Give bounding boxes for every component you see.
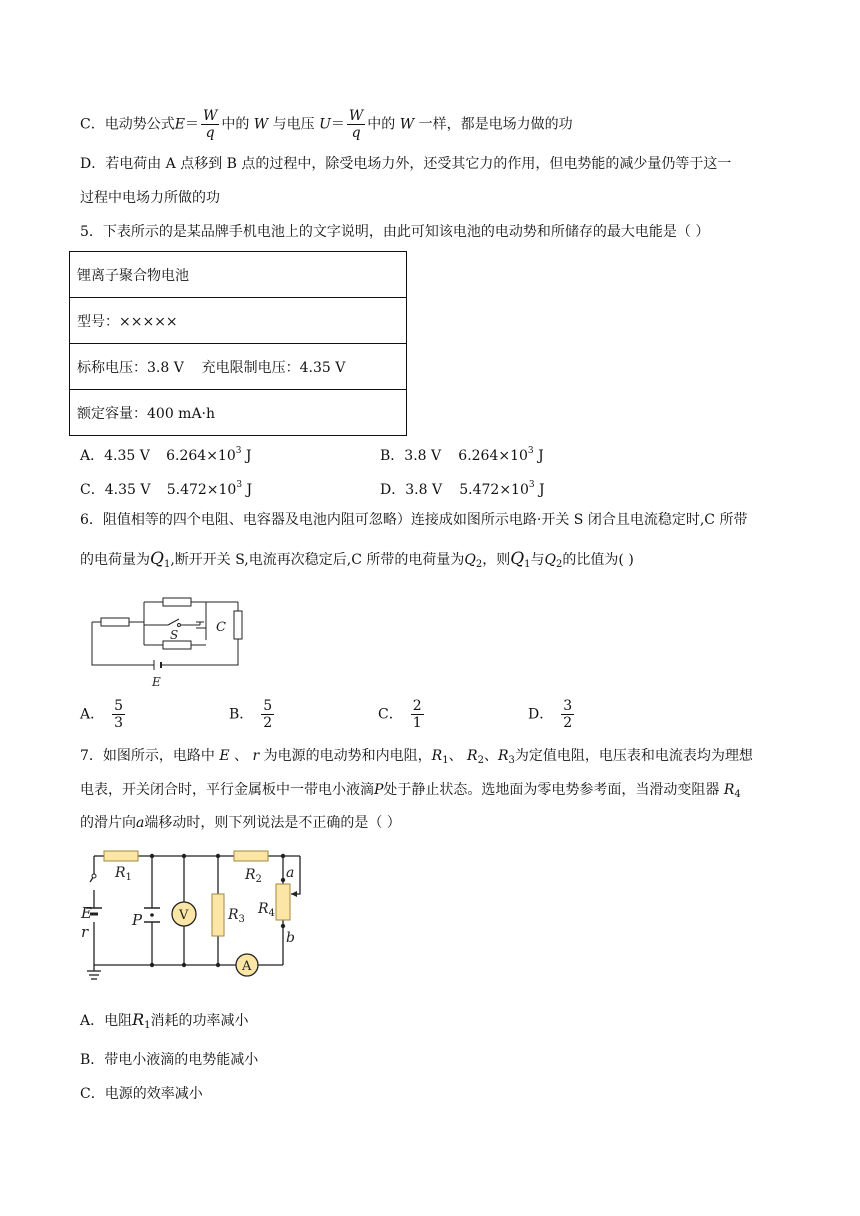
q4-option-d-line1: D．若电荷由 A 点移到 B 点的过程中，除受电场力外，还受其它力的作用，但电势能的减少量仍等于这一 [80,156,732,172]
label-c: C [216,620,226,635]
resistor-r1 [104,851,138,861]
junction [182,854,186,858]
q4-option-d-line2: 过程中电场力所做的功 [80,190,220,206]
battery-spec-table [69,251,407,436]
text: 中的 [221,116,250,133]
label-p: P [132,911,143,929]
q6-option-b[interactable]: B． $\frac{5}{2}$ [229,698,273,731]
q7-option-b[interactable]: B．带电小液滴的电势能减小 [80,1052,259,1068]
q4-option-c [80,108,573,141]
q5-stem: 5．下表所示的是某品牌手机电池上的文字说明，由此可知该电池的电动势和所储存的最大电能是（ ） [80,224,710,240]
q5-option-a[interactable] [80,441,252,466]
table-cell: 额定容量：400 mA·h [70,390,407,436]
resistor [163,641,191,649]
junction [281,854,285,858]
table-cell: 标称电压：3.8 V 充电限制电压：4.35 V [70,344,407,390]
text: 一样，都是电场力做的功 [418,116,573,133]
table-cell: 型号：××××× [70,298,407,344]
label-e: E [152,675,161,689]
ammeter-label: A [242,959,252,974]
q7-circuit-diagram [78,846,328,988]
q7-stem-line1: 7．如图所示，电路中 E 、 r 为电源的电动势和内电阻，$R_1$、 $R_2$、$R_3$为定值电阻，电压表和电流表均为理想 [80,748,753,766]
voltmeter-label: V [179,908,189,923]
q5-option-d[interactable] [380,475,545,500]
label-r1: $R_1$ [115,865,132,883]
resistor-r4 [276,884,290,920]
text: 中的 [367,116,396,133]
switch-contact [178,624,181,627]
text: 与电压 [272,116,315,133]
fraction-w-over-q [201,108,219,141]
q6-option-a[interactable]: A． $\frac{5}{3}$ [80,698,124,731]
q7-stem-line3: 的滑片向a端移动时，则下列说法是不正确的是（ ） [80,815,401,831]
energy: $6.264\times 10^3$ J [458,446,544,464]
wire [92,622,154,665]
symbol-w: W [253,116,269,133]
symbol-u: U [319,116,331,133]
option-label: A． [80,448,105,464]
q6-option-c[interactable]: C． $\frac{2}{1}$ [378,698,422,731]
label-r: r [81,923,89,941]
voltage: 3.8 V [404,448,442,464]
q6-stem-line2: 的电荷量为$Q_1$,断开开关 S,电流再次稳定后,C 所带的电荷量为$Q_2$，则$Q_1$与$Q_2$的比值为( ) [80,549,634,570]
energy: $6.264\times 10^3$ J [166,446,252,464]
q7-option-c[interactable]: C．电源的效率减小 [80,1086,203,1102]
junction [150,854,154,858]
q6-circuit-diagram [86,592,252,692]
equals: ＝ [330,116,345,133]
droplet-p [150,913,154,917]
equals: ＝ [184,116,199,133]
label-b: b [286,930,295,946]
numerator: W [202,108,218,124]
junction [150,963,154,967]
option-label: D． [380,482,406,498]
voltage: 3.8 V [405,482,443,498]
fraction-w-over-q [347,108,365,141]
label-s: S [170,628,179,642]
label-a: a [286,865,295,881]
junction [216,963,220,967]
q7-stem-line2: 电表，开关闭合时，平行金属板中一带电小液滴P处于静止状态。选地面为零电势参考面，当滑动变阻器 $R_4$ [80,782,741,800]
table-row [70,390,407,436]
q7-option-a[interactable]: A．电阻$R_1$消耗的功率减小 [80,1010,249,1031]
voltage: 4.35 V [104,482,151,498]
resistor [101,618,129,626]
option-label: B． [380,448,405,464]
resistor-r3 [212,894,224,936]
q6-option-d[interactable]: D． $\frac{3}{2}$ [528,698,573,731]
energy: $5.472\times 10^3$ J [166,480,253,498]
slider-arrow [291,891,297,897]
table-cell: 锂离子聚合物电池 [70,252,407,298]
resistor [234,611,242,639]
junction [182,963,186,967]
q5-option-c[interactable] [80,475,252,500]
symbol-w: W [399,116,415,133]
symbol-e: E [174,116,185,133]
label-r4: $R_4$ [258,901,275,919]
denominator: q [351,125,361,141]
resistor-r2 [234,851,268,861]
label-r2: $R_2$ [245,867,262,885]
table-row [70,298,407,344]
option-label: C．电动势公式 [80,116,175,133]
terminal-a [281,878,285,882]
terminal-b [281,924,285,928]
junction [216,854,220,858]
energy: $5.472\times 10^3$ J [459,480,545,498]
label-r3: $R_3$ [228,907,245,925]
table-row [70,252,407,298]
option-label: C． [80,482,105,498]
voltage: 4.35 V [104,448,150,464]
resistor [163,598,191,606]
switch-contact [92,874,96,878]
table-row [70,344,407,390]
denominator: q [205,125,215,141]
q5-option-b[interactable] [380,441,544,466]
label-e: E [81,904,92,922]
numerator: W [348,108,364,124]
q6-stem-line1: 6．阻值相等的四个电阻、电容器及电池内阻可忽略）连接成如图所示电路·开关 S 闭合且电流稳定时,C 所带 [80,512,748,528]
wire [161,639,238,665]
